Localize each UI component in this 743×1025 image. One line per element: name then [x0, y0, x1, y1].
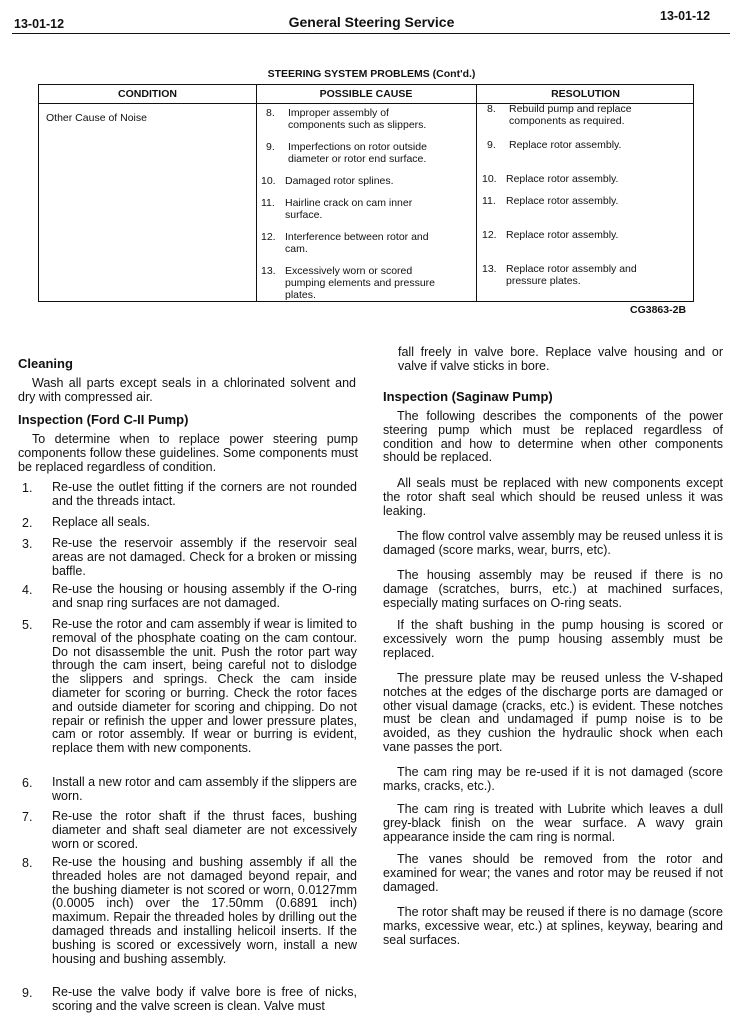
list-item-number: 8.: [22, 856, 33, 870]
resolution-text: Replace rotor assembly.: [506, 173, 619, 185]
list-item-text: Install a new rotor and cam assembly if the slippers are worn.: [52, 775, 357, 803]
list-item-text: Re-use the housing and bushing assembly if all the threaded holes are not damaged beyond repair, and the bushing diameter is not scored or worn, 0.0127mm (0.0005 inch) over the 17.50mm (0.6891 inch) maximum. Repair the threaded holes by drilling out the damaged threads and installing helicoil inserts. If the bushing is scored or excessively worn, install a new housing and bushing assembly.: [52, 855, 357, 966]
ford-inspection-heading: Inspection (Ford C-II Pump): [18, 412, 189, 427]
resolution-text: Replace rotor assembly.: [506, 195, 619, 207]
page-title: General Steering Service: [288, 14, 455, 30]
ford-intro-paragraph: To determine when to replace power steering pump components follow these guidelines. Some components must be replaced regardless of condition.: [18, 432, 358, 474]
resolution-number: 9.: [487, 139, 496, 151]
column-divider: [476, 85, 477, 301]
page-number-right: 13-01-12: [660, 9, 711, 23]
list-item-number: 4.: [22, 583, 33, 597]
saginaw-paragraph: All seals must be replaced with new components except the rotor shaft seal which should be reused unless it was leaking.: [383, 476, 723, 518]
column-header-condition: CONDITION: [118, 88, 177, 100]
saginaw-paragraph: The pressure plate may be reused unless the V-shaped notches at the edges of the discharge ports are damaged or other visual damage (cracks, etc.) is evident. These notches must be clean and undamaged if pump noise is to be avoided, as they cushion the hydraulic shock when each vane passes the port.: [383, 671, 723, 754]
list-item-number: 9.: [22, 986, 33, 1000]
cause-number: 10.: [261, 175, 276, 187]
list-item-text: Re-use the rotor and cam assembly if wear is limited to removal of the phosphate coating on the cam contour. Do not disassemble the unit. Push the rotor part way through the cam insert, being careful not to dislodge the slippers and springs. Check the cam inside diameter for scoring or burring. Check the rotor faces and outside diameter for scoring and chipping. Do not repair or refinish the upper and lower pressure plates, cam or rotor assembly. If wear or burring is evident, replace them with new components.: [52, 617, 357, 756]
resolution-number: 12.: [482, 229, 497, 241]
list-item-text: Re-use the valve body if valve bore is free of nicks, scoring and the valve screen is clean. Valve must: [52, 985, 357, 1013]
continuation-paragraph: fall freely in valve bore. Replace valve housing and or valve if valve sticks in bore.: [398, 345, 723, 373]
cause-number: 9.: [266, 141, 275, 153]
saginaw-paragraph: The cam ring is treated with Lubrite which leaves a dull grey-black finish on the wear surface. A wavy grain appearance inside the cam ring is normal.: [383, 802, 723, 844]
cleaning-paragraph: Wash all parts except seals in a chlorinated solvent and dry with compressed air.: [18, 376, 356, 404]
list-item-number: 7.: [22, 810, 33, 824]
column-header-possible-cause: POSSIBLE CAUSE: [319, 88, 413, 100]
list-item-number: 1.: [22, 481, 33, 495]
cause-text: Hairline crack on cam inner surface.: [285, 197, 413, 221]
cause-number: 8.: [266, 107, 275, 119]
saginaw-paragraph: The vanes should be removed from the rotor and examined for wear; the vanes and rotor may be reused if not damaged.: [383, 852, 723, 894]
cause-text: Damaged rotor splines.: [285, 175, 394, 187]
resolution-text: Rebuild pump and replace components as required.: [509, 103, 632, 127]
saginaw-paragraph: The flow control valve assembly may be reused unless it is damaged (score marks, wear, burrs, etc).: [383, 529, 723, 557]
page-number-left: 13-01-12: [14, 17, 65, 31]
saginaw-paragraph: The cam ring may be re-used if it is not damaged (score marks, cracks, etc.).: [383, 765, 723, 793]
header-rule: [12, 33, 730, 34]
list-item-text: Re-use the rotor shaft if the thrust faces, bushing diameter and shaft seal diameter are not excessively worn or scored.: [52, 809, 357, 851]
list-item-number: 5.: [22, 618, 33, 632]
saginaw-paragraph: The housing assembly may be reused if there is no damage (scratches, burrs, etc.) at machined surfaces, especially mating surfaces on O-ring seats.: [383, 568, 723, 610]
table-title: STEERING SYSTEM PROBLEMS (Cont'd.): [267, 68, 476, 80]
list-item-text: Re-use the outlet fitting if the corners are not rounded and the threads intact.: [52, 480, 357, 508]
saginaw-inspection-heading: Inspection (Saginaw Pump): [383, 389, 553, 404]
cause-number: 13.: [261, 265, 276, 277]
cause-number: 12.: [261, 231, 276, 243]
cause-text: Imperfections on rotor outside diameter or rotor end surface.: [288, 141, 427, 165]
problems-table: [38, 84, 694, 302]
list-item-text: Re-use the reservoir assembly if the reservoir seal areas are not damaged. Check for a broken or missing baffle.: [52, 536, 357, 578]
saginaw-paragraph: The following describes the components of the power steering pump which must be replaced regardless of condition and how to determine when other components should be replaced.: [383, 409, 723, 465]
resolution-number: 10.: [482, 173, 497, 185]
cause-number: 11.: [261, 197, 275, 209]
cause-text: Excessively worn or scored pumping elements and pressure plates.: [285, 265, 436, 301]
saginaw-paragraph: If the shaft bushing in the pump housing is scored or excessively worn the pump housing assembly must be replaced.: [383, 618, 723, 660]
column-divider: [256, 85, 257, 301]
resolution-text: Replace rotor assembly.: [509, 139, 622, 151]
resolution-number: 8.: [487, 103, 496, 115]
cleaning-heading: Cleaning: [18, 356, 73, 371]
list-item-number: 2.: [22, 516, 33, 530]
cause-text: Interference between rotor and cam.: [285, 231, 429, 255]
column-header-resolution: RESOLUTION: [551, 88, 620, 100]
resolution-number: 11.: [482, 195, 496, 207]
resolution-text: Replace rotor assembly and pressure plates.: [506, 263, 637, 287]
list-item-text: Replace all seals.: [52, 515, 150, 529]
list-item-number: 3.: [22, 537, 33, 551]
figure-reference: CG3863-2B: [630, 304, 687, 316]
resolution-number: 13.: [482, 263, 497, 275]
condition-cell: Other Cause of Noise: [46, 112, 147, 124]
cause-text: Improper assembly of components such as slippers.: [288, 107, 427, 131]
resolution-text: Replace rotor assembly.: [506, 229, 619, 241]
list-item-text: Re-use the housing or housing assembly if the O-ring and snap ring surfaces are not damaged.: [52, 582, 357, 610]
list-item-number: 6.: [22, 776, 33, 790]
saginaw-paragraph: The rotor shaft may be reused if there is no damage (score marks, excessive wear, etc.) at splines, keyway, bearing and seal surfaces.: [383, 905, 723, 947]
